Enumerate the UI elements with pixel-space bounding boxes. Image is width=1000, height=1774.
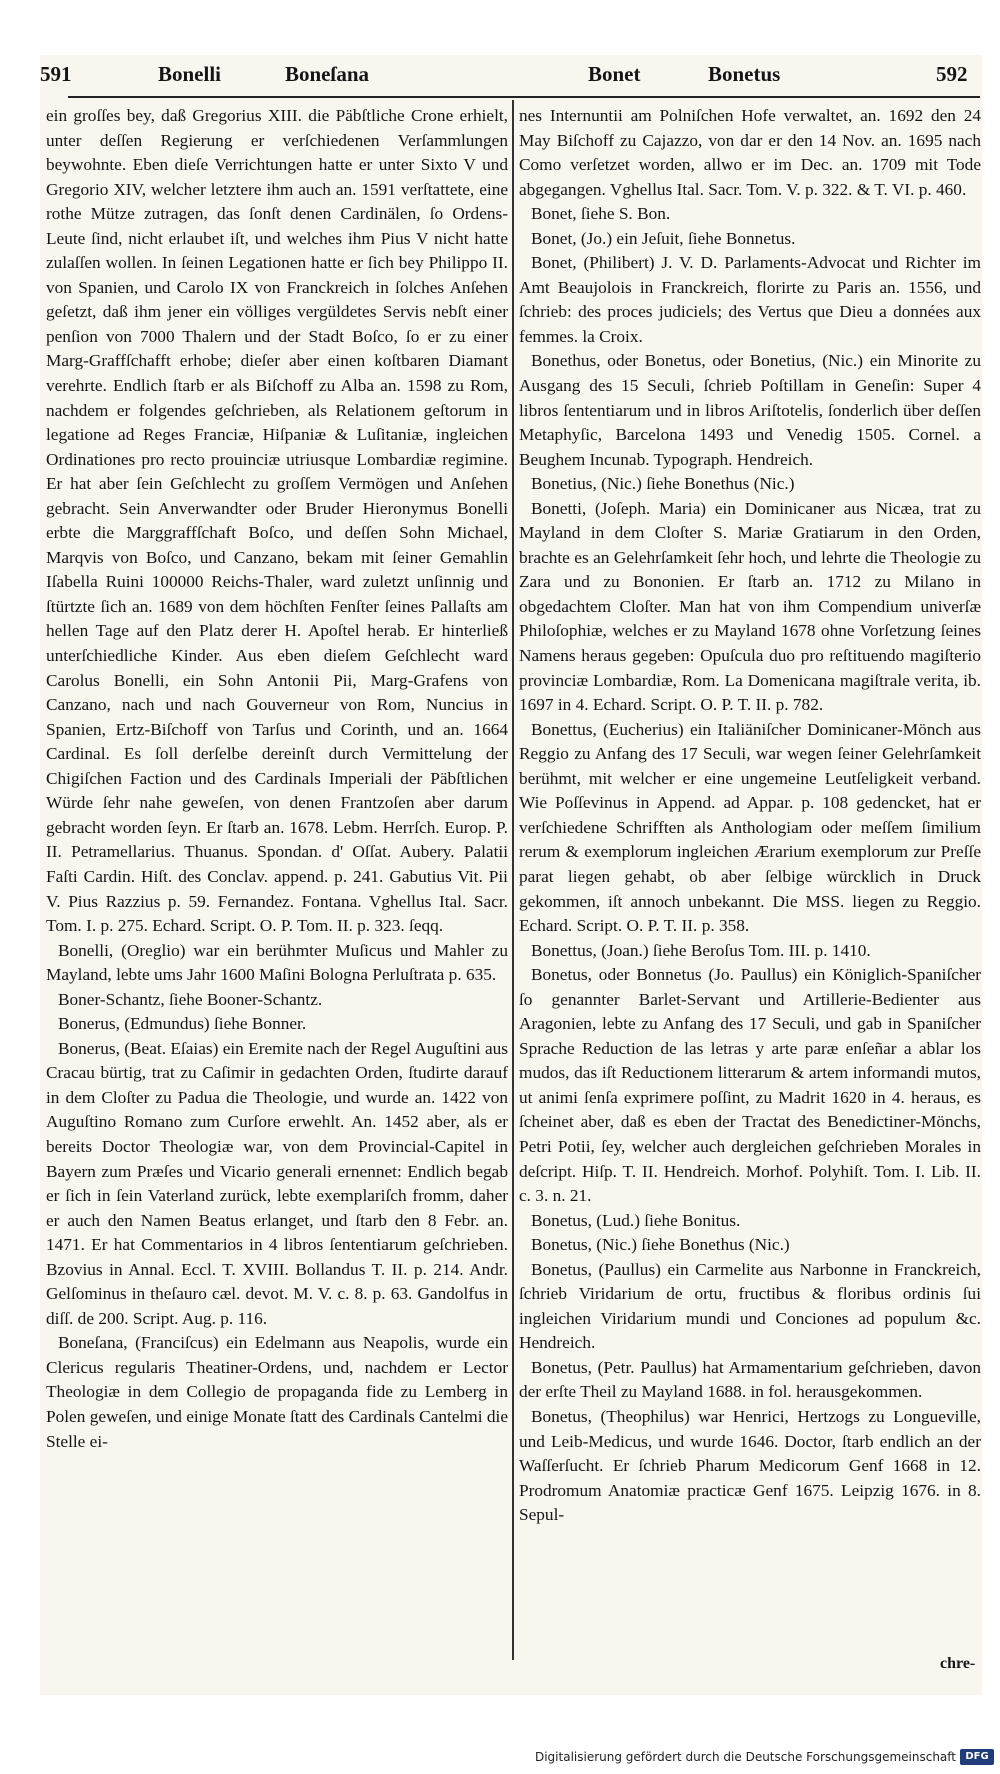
entry-text: Bonet, (Philibert) J. V. D. Parlaments-Advocat und Richter im Amt Beaujolois in Franckreich, florirte zu Paris an. 1556, und ſchrieb: des proces judiciels; des Vertus que Dieu a données aux femmes. la Croix. <box>519 253 981 346</box>
entry-text: Boneſana, (Franciſcus) ein Edelmann aus Neapolis, wurde ein Clericus regularis Theatiner-Ordens, und, nachdem er Lector Theologiæ in dem Collegio de propaganda fide zu Lemberg in Polen geweſen, und einige Monate ſtatt des Cardinals Cantelmi die Stelle ei- <box>46 1333 508 1451</box>
entry-text: Bonerus, (Edmundus) ſiehe Bonner. <box>58 1014 307 1034</box>
entry-text: Bonettus, (Joan.) ſiehe Beroſus Tom. III. p. 1410. <box>531 940 871 960</box>
entry-text: Bonetus, (Theophilus) war Henrici, Hertzogs zu Longueville, und Leib-Medicus, und wurde 1646. Doctor, ſtarb endlich an der Waſſerſucht. Er ſchrieb Pharum Medicorum Genf 1668 in 12. Prodromum Anatomiæ practicæ Genf 1675. Leipzig 1676. in 8. Sepul- <box>519 1406 981 1525</box>
entry-text: ein groſſes bey, daß Gregorius XIII. die Päbſtliche Crone erhielt, unter deſſen Regierung er verſchiedenen Verſammlungen beywohnte. Eben dieſe Verrichtungen hatte er unter Sixto V und Gregorio XIV, welcher letztere ihm auch an. 1591 verſtattete, eine rothe Mütze zutragen, das ſonſt denen Cardinälen, ſo Ordens-Leute ſind, nicht erlaubet iſt, und welches ihm Pius V nicht hatte zulaſſen wollen. In ſeinen Legationen hatte er ſich bey Philippo II. von Spanien, und Carolo IX von Franckreich in ſolches Anſehen geſetzt, daß ihm jener ein völliges vergüldetes Servis nebſt einer penſion von 7000 Thalern und der Stadt Boſco, ſo er zu einer Marg-Graffſchafft erhobe; dieſer aber einen koſtbaren Diamant verehrte. Endlich ſtarb er als Biſchoff zu Alba an. 1598 zu Rom, nachdem er folgendes geſchrieben, als Relationem geſtorum in legatione ad Reges Franciæ, Hiſpaniæ & Luſitaniæ, ingleichen Ordinationes pro recto prouinciæ utriusque Lombardiæ regimine. Er hat aber ſein Geſchlecht zu groſſem Vermögen und Anſehen gebracht. Sein Anverwandter oder Bruder Hieronymus Bonelli erbte die Marggraffſchaft Boſco, und deſſen Sohn Michael, Marqvis von Boſco, und Canzano, bekam mit ſeiner Gemahlin Iſabella Ruini 100000 Reichs-Thaler, ward zuletzt unſinnig und ſtürtzte ſich an. 1689 von dem höchſten Fenſter ſeines Pallaſts am hellen Tage auf den Platz derer H. Apoſtel herab. Er hinterließ unterſchiedliche Kinder. Aus eben dieſem Geſchlecht ward Carolus Bonelli, ein Sohn Antonii Pii, Marg-Grafens von Canzano, nach und nach Gouverneur von Rom, Nuncius in Spanien, Ertz-Biſchoff von Tarſus und Corinth, und an. 1664 Cardinal. Es ſoll derſelbe dereinſt durch Vermittelung der Chigiſchen Faction und des Cardinals Imperiali der Päbſtlichen Würde ſehr nahe geweſen, von denen Frantzoſen aber darum gebracht worden ſeyn. Er ſtarb an. 1678. Lebm. Herrſch. Europ. P. II. Petramellarius. Thuanus. Spondan. d' Oſſat. Aubery. Palatii Faſti Cardin. Hiſt. des Conclav. append. p. 241. Gabutius Vit. Pii V. Pius Razzius p. 59. Fernandez. Fontana. Vghellus Ital. Sacr. Tom. I. p. 275. Echard. Script. O. P. Tom. II. p. 323. ſeqq. <box>46 106 508 936</box>
entry-text: Bonetus, (Petr. Paullus) hat Armamentarium geſchrieben, davon der erſte Theil zu Mayland 1688. in fol. herausgekommen. <box>519 1357 981 1402</box>
entry-text: Bonetus, (Lud.) ſiehe Bonitus. <box>531 1210 741 1230</box>
left-column <box>46 104 508 1454</box>
entry-text: Boner-Schantz, ſiehe Booner-Schantz. <box>58 989 323 1009</box>
header-rule <box>68 96 980 98</box>
entry-text: Bonetus, (Paullus) ein Carmelite aus Narbonne in Franckreich, ſchrieb Viridarium de ortu, fructibus & floribus ordinis ſui ingleichen Viridarium mundi und Conciones ad populum &c. Hendreich. <box>519 1259 981 1353</box>
funding-notice: Digitalisierung gefördert durch die Deutsche Forschungsgemeinschaft <box>534 1750 956 1764</box>
page-number-right: 592 <box>936 62 968 86</box>
entry-text: Bonet, ſiehe S. Bon. <box>531 204 671 224</box>
footer <box>0 1746 1000 1774</box>
entry-text: Bonetius, (Nic.) ſiehe Bonethus (Nic.) <box>531 474 795 494</box>
header-word-right-2: Bonetus <box>708 62 781 86</box>
header-word-left-2: Boneſana <box>285 62 370 86</box>
entry-text: nes Internuntii am Polniſchen Hofe verwaltet, an. 1692 den 24 May Biſchoff zu Cajazzo, von dar er den 14 Nov. an. 1695 nach Como verſetzet worden, allwo er im Dec. an. 1709 mit Tode abgegangen. Vghellus Ital. Sacr. Tom. V. p. 322. & T. VI. p. 460. <box>519 106 981 199</box>
column-divider <box>512 100 514 1660</box>
dfg-logo: DFG <box>960 1749 994 1765</box>
entry-text: Bonetus, (Nic.) ſiehe Bonethus (Nic.) <box>531 1235 790 1255</box>
entry-text: Bonethus, oder Bonetus, oder Bonetius, (Nic.) ein Minorite zu Ausgang des 15 Seculi, ſchrieb Poſtillam in Geneſin: Super 4 libros ſententiarum und in libros Ariſtotelis, ſonderlich über deſſen Metaphyſic, Barcelona 1493 und Venedig 1505. Cornel. a Beughem Incunab. Typograph. Hendreich. <box>519 351 981 469</box>
header-word-right-1: Bonet <box>588 62 641 86</box>
right-column <box>519 104 981 1528</box>
entry-text: Bonetus, oder Bonnetus (Jo. Paullus) ein Königlich-Spaniſcher ſo genannter Barlet-Servant und Artillerie-Bedienter aus Aragonien, lebte zu Anfang des 17 Seculi, und gab in Spaniſcher Sprache Reduction de las letras y arte paræ enſeñar a ablar los mudos, das iſt Reductionem litterarum & artem informandi mutos, ut animi ſenſa exprimere poſſint, zu Madrit 1620 in 4. heraus, es ſcheinet aber, daß es eben der Tractat des Benedictiner-Mönchs, Petri Potii, ſey, welcher auch dergleichen geſchrieben Morales in deſcript. Hiſp. T. II. Hendreich. Morhof. Polyhiſt. Tom. I. Lib. II. c. 3. n. 21. <box>519 965 981 1206</box>
entry-text: Bonettus, (Eucherius) ein Italiäniſcher Dominicaner-Mönch aus Reggio zu Anfang des 17 Seculi, war wegen ſeiner Gelehrſamkeit berühmt, mit welcher er eine ungemeine Leutſeligkeit verband. Wie Poſſevinus in Append. ad Appar. p. 108 gedencket, hat er verſchiedene Schrifften als Anthologiam oder meſſem ſimilium rerum & exemplorum ingleichen Ærarium exemplorum zur Preſſe parat liegen gehabt, ob aber ſelbige würcklich in Druck gekommen, iſt annoch unbekannt. Die MSS. liegen zu Reggio. Echard. Script. O. P. T. II. p. 358. <box>519 719 981 936</box>
entry-text: Bonetti, (Joſeph. Maria) ein Dominicaner aus Nicæa, trat zu Mayland in dem Cloſter S. Mariæ Gratiarum in den Orden, brachte es an Gelehrſamkeit ſehr hoch, und lehrte die Theologie zu Zara und zu Bononien. Er ſtarb an. 1712 zu Milano in obgedachtem Cloſter. Man hat von ihm Compendium univerſæ Philoſophiæ, welches er zu Mayland 1678 ohne Vorſetzung ſeines Namens heraus gegeben: Opuſcula duo pro reſtituendo magiſterio provinciæ Lombardiæ, Rom. La Domenicana magiſtrale verita, ib. 1697 in 4. Echard. Script. O. P. T. II. p. 782. <box>519 498 981 715</box>
entry-text: Bonelli, (Oreglio) war ein berühmter Muſicus und Mahler zu Mayland, lebte ums Jahr 1600 Maſini Bologna Perluſtrata p. 635. <box>46 940 508 985</box>
entry-text: Bonet, (Jo.) ein Jeſuit, ſiehe Bonnetus. <box>531 228 796 248</box>
entry-text: Bonerus, (Beat. Eſaias) ein Eremite nach der Regel Auguſtini aus Cracau bürtig, trat zu Caſimir in gedachten Orden, ſtudirte darauf in dem Cloſter zu Padua die Theologie, und wurde an. 1422 von Auguſtino Romano zum Curſore erwehlt. An. 1452 aber, als er bereits Doctor Theologiæ war, von dem Provincial-Capitel in Bayern zum Præſes und Vicario generali ernennet: Endlich begab er ſich in ſein Vaterland zurück, lebte exemplariſch fromm, daher er auch den Namen Beatus erlanget, und ſtarb den 8 Febr. an. 1471. Er hat Commentarios in 4 libros ſententiarum geſchrieben. Bzovius in Annal. Eccl. T. XVIII. Bollandus T. II. p. 214. Andr. Gelſominus in theſauro cæl. devot. M. V. c. 8. p. 63. Gandolfus in diſſ. de 200. Script. Aug. p. 116. <box>46 1038 508 1328</box>
page-number-left: 591 <box>40 62 72 86</box>
catchword: chre- <box>940 1655 976 1672</box>
page-header <box>40 62 982 92</box>
header-word-left-1: Bonelli <box>158 62 222 86</box>
